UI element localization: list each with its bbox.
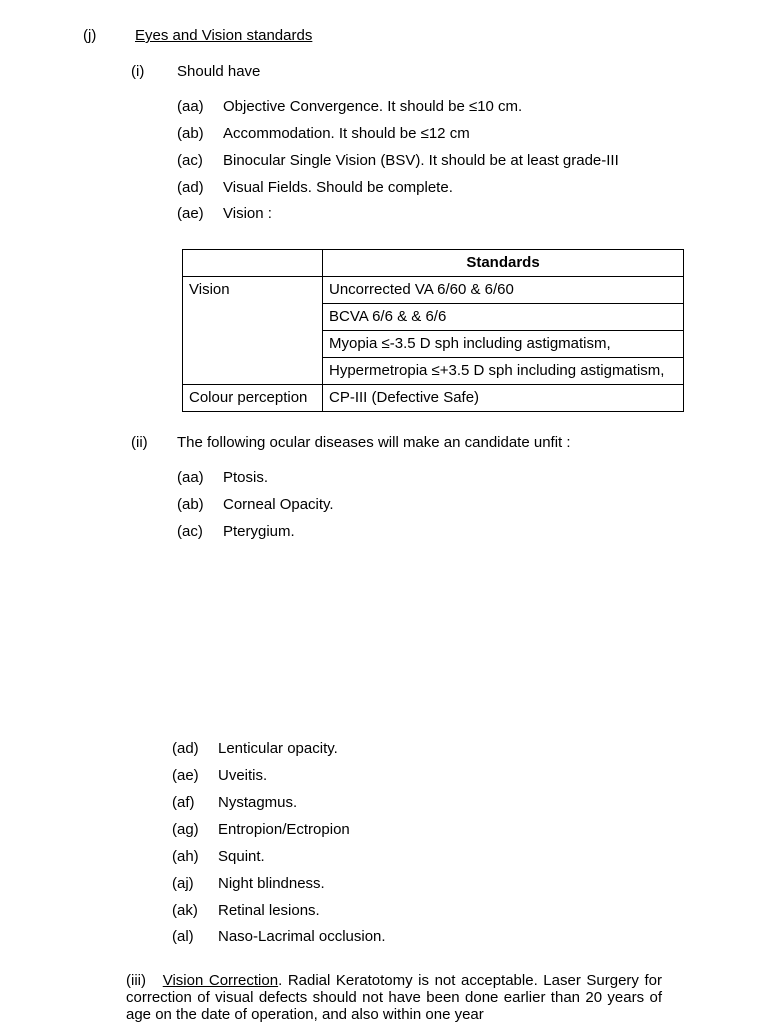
list-item-text: Visual Fields. Should be complete. — [223, 179, 453, 196]
part3-title: Vision Correction — [162, 972, 279, 989]
list-item-text: Retinal lesions. — [218, 902, 320, 919]
list-item-number: (ag) — [172, 821, 199, 838]
list-item-text: Accommodation. It should be ≤12 cm — [223, 125, 470, 142]
list-item-text: Pterygium. — [223, 523, 295, 540]
table-header-row — [183, 250, 684, 277]
list-item-text: Lenticular opacity. — [218, 740, 338, 757]
table-cell-value: Myopia ≤-3.5 D sph including astigmatism, — [323, 331, 684, 358]
table-cell-empty — [183, 250, 323, 277]
table-row — [183, 358, 684, 385]
list-item-text: Binocular Single Vision (BSV). It should be at least grade-III — [223, 152, 619, 169]
table-row — [183, 304, 684, 331]
table-cell-empty — [183, 358, 323, 385]
table-cell-vision-label: Vision — [183, 277, 323, 304]
list-item-number: (al) — [172, 928, 194, 945]
list-item-number: (ah) — [172, 848, 199, 865]
part1-number: (i) — [131, 63, 145, 80]
list-item-number: (ae) — [172, 767, 199, 784]
list-item-text: Naso-Lacrimal occlusion. — [218, 928, 386, 945]
list-item-number: (aa) — [177, 98, 204, 115]
list-item-number: (ad) — [172, 740, 199, 757]
list-item-number: (ad) — [177, 179, 204, 196]
table-cell-colour-label: Colour perception — [183, 385, 323, 412]
list-item-text: Corneal Opacity. — [223, 496, 334, 513]
list-item-number: (ac) — [177, 152, 203, 169]
table-cell-value: CP-III (Defective Safe) — [323, 385, 684, 412]
list-item-text: Ptosis. — [223, 469, 269, 486]
list-item-number: (ab) — [177, 496, 204, 513]
part3-text: . Radial Keratotomy is not acceptable. Laser Surgery for correction of visual defects should not have been done earlier than 20 years of age on the date of operation, and also within one year — [126, 972, 662, 1023]
list-item-text: Entropion/Ectropion — [218, 821, 350, 838]
list-item-number: (ak) — [172, 902, 198, 919]
table-cell-empty — [183, 304, 323, 331]
list-item-number: (ab) — [177, 125, 204, 142]
list-item-text: Vision : — [223, 205, 272, 222]
table-header-standards: Standards — [323, 250, 684, 277]
list-item-number: (aj) — [172, 875, 194, 892]
part3-number: (iii) — [126, 972, 146, 989]
list-item-text: Objective Convergence. It should be ≤10 cm. — [223, 98, 523, 115]
part1-label: Should have — [177, 63, 261, 80]
part2-label: The following ocular diseases will make an candidate unfit : — [177, 434, 571, 451]
list-item-number: (ac) — [177, 523, 203, 540]
section-title: Eyes and Vision standards — [135, 27, 313, 44]
section-number: (j) — [83, 27, 97, 44]
table-row — [183, 277, 684, 304]
table-cell-value: Uncorrected VA 6/60 & 6/60 — [323, 277, 684, 304]
list-item-text: Nystagmus. — [218, 794, 298, 811]
table-cell-empty — [183, 331, 323, 358]
list-item-text: Night blindness. — [218, 875, 325, 892]
table-cell-value: Hypermetropia ≤+3.5 D sph including astigmatism, — [323, 358, 684, 385]
list-item-number: (af) — [172, 794, 195, 811]
part2-number: (ii) — [131, 434, 148, 451]
table-row — [183, 385, 684, 412]
list-item-text: Uveitis. — [218, 767, 268, 784]
part3-paragraph — [126, 972, 662, 1023]
table-cell-value: BCVA 6/6 & & 6/6 — [323, 304, 684, 331]
table-row — [183, 331, 684, 358]
list-item-number: (aa) — [177, 469, 204, 486]
list-item-text: Squint. — [218, 848, 265, 865]
list-item-number: (ae) — [177, 205, 204, 222]
vision-standards-table — [182, 249, 684, 412]
